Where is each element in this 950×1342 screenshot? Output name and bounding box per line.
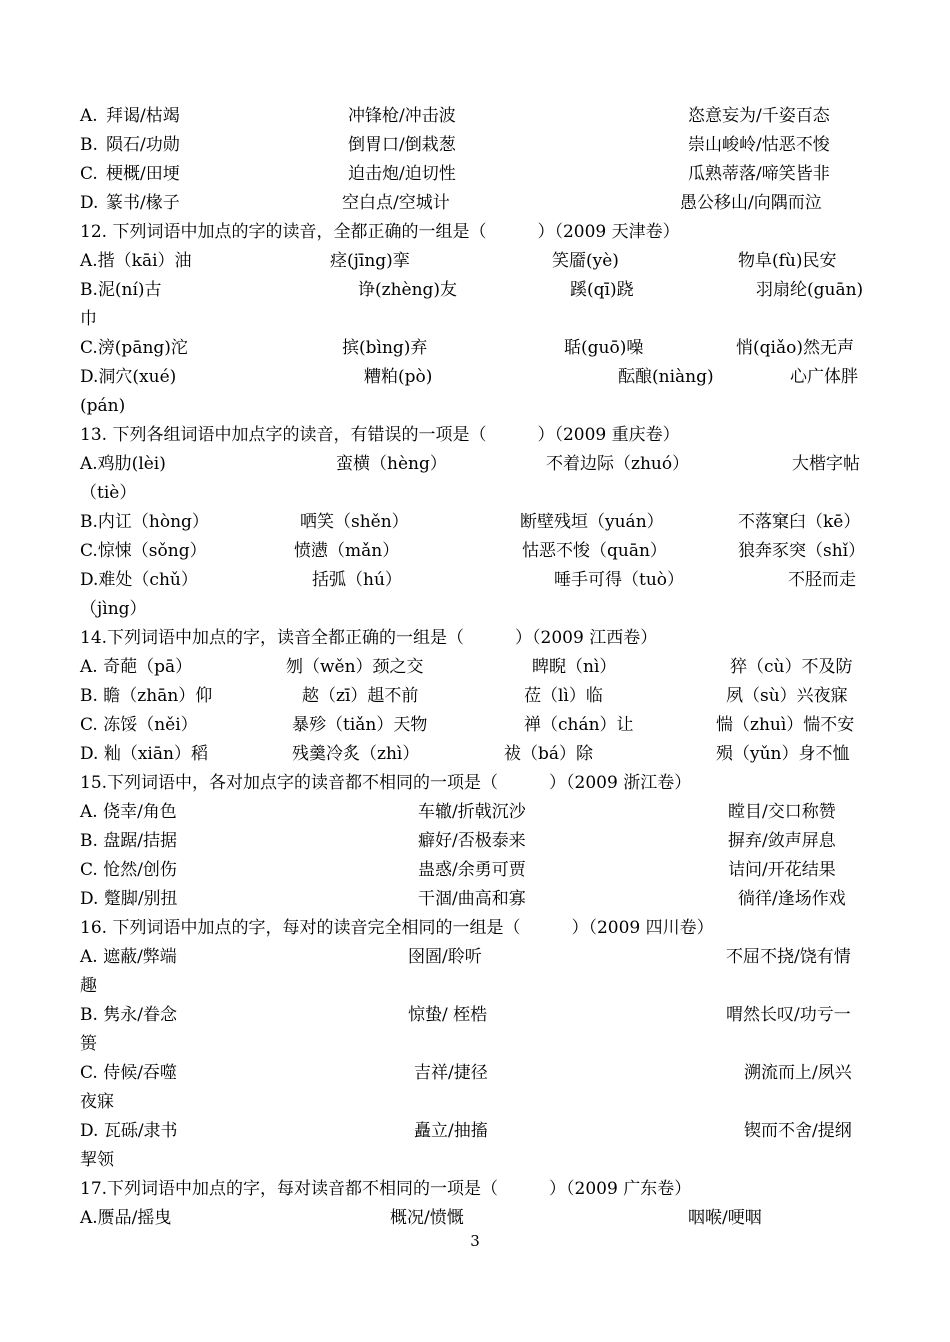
q16-option-a <box>80 943 872 972</box>
text-segment: 莅（lì）临 <box>524 686 603 706</box>
text-segment: 蛮横（hèng） <box>336 454 447 474</box>
text-segment: 祓（bá）除 <box>504 744 594 764</box>
text-segment: 迫击炮/迫切性 <box>348 164 456 184</box>
q11-option-c <box>80 160 872 189</box>
text-segment: 趑（zī）趄不前 <box>302 686 419 706</box>
text-segment: 不着边际（zhuó） <box>546 454 690 474</box>
text-segment: D.难处（chǔ） <box>80 570 198 590</box>
text-segment: 17.下列词语中加点的字，每对读音都不相同的一项是（ ）（2009 广东卷） <box>80 1179 692 1199</box>
text-segment: 空白点/空城计 <box>342 193 450 213</box>
text-segment: 挈领 <box>80 1150 114 1170</box>
text-segment: 摈(bìng)弃 <box>342 338 428 358</box>
text-segment: 括弧（hú） <box>312 570 402 590</box>
text-segment: 吉祥/捷径 <box>414 1063 488 1083</box>
text-segment: 惴（zhuì）惴不安 <box>716 715 855 735</box>
q16-option-b <box>80 1001 872 1030</box>
q13-option-d <box>80 566 872 595</box>
q16-option-c <box>80 1059 872 1088</box>
q16-option-c-cont <box>80 1088 872 1117</box>
text-segment: 恣意妄为/千姿百态 <box>688 106 830 126</box>
q11-option-b <box>80 131 872 160</box>
text-segment: 诘问/开花结果 <box>728 860 836 880</box>
q12-option-c <box>80 334 872 363</box>
text-segment: 14.下列词语中加点的字，读音全都正确的一组是（ ）（2009 江西卷） <box>80 628 658 648</box>
text-segment: C. 冻馁（něi） <box>80 715 198 735</box>
text-segment: 篑 <box>80 1034 97 1054</box>
text-segment: D.洞穴(xué) <box>80 367 177 387</box>
q16-option-d <box>80 1117 872 1146</box>
q14-option-c <box>80 711 872 740</box>
text-segment: 心广体胖 <box>790 367 858 387</box>
text-segment: (pán) <box>80 396 126 416</box>
text-segment: 倒胃口/倒栽葱 <box>348 135 456 155</box>
text-segment: 不胫而走 <box>788 570 856 590</box>
text-segment: 唾手可得（tuò） <box>554 570 685 590</box>
text-segment: 瓜熟蒂落/啼笑皆非 <box>688 164 830 184</box>
q17-stem <box>80 1175 872 1204</box>
text-segment: 哂笑（shěn） <box>300 512 409 532</box>
text-segment: 瞠目/交口称赞 <box>728 802 836 822</box>
text-segment: 拜谒/枯竭 <box>106 106 180 126</box>
q16-option-b-cont <box>80 1030 872 1059</box>
q13-option-c <box>80 537 872 566</box>
text-segment: 囹圄/聆听 <box>408 947 482 967</box>
text-segment: 暴殄（tiǎn）天物 <box>292 715 428 735</box>
text-segment: 断壁残垣（yuán） <box>520 512 664 532</box>
text-segment: 崇山峻岭/怙恶不悛 <box>688 135 830 155</box>
text-segment: 车辙/折戟沉沙 <box>418 802 526 822</box>
text-segment: 刎（wěn）颈之交 <box>286 657 424 677</box>
q12-option-b-cont <box>80 305 872 334</box>
text-segment: 猝（cù）不及防 <box>730 657 853 677</box>
text-segment: D. 蹩脚/别扭 <box>80 889 178 909</box>
text-segment: 不屈不挠/饶有情 <box>726 947 851 967</box>
text-segment: A. 侥幸/角色 <box>80 802 177 822</box>
q14-option-d <box>80 740 872 769</box>
text-segment: 酝酿(niàng) <box>618 367 714 387</box>
q12-stem <box>80 218 872 247</box>
text-segment: 癖好/否极泰来 <box>418 831 526 851</box>
text-segment: C.惊悚（sǒng） <box>80 541 207 561</box>
text-segment: 冲锋枪/冲击波 <box>348 106 456 126</box>
q15-option-c <box>80 856 872 885</box>
text-segment: 矗立/抽搐 <box>414 1121 488 1141</box>
page-number: 3 <box>470 1232 480 1250</box>
q13-option-a-cont <box>80 479 872 508</box>
text-segment: 大楷字帖 <box>792 454 860 474</box>
text-segment: 痉(jīng)挛 <box>330 251 410 271</box>
text-segment: C.滂(pāng)沱 <box>80 338 188 358</box>
text-segment: 夙（sù）兴夜寐 <box>726 686 848 706</box>
q11-option-a <box>80 102 872 131</box>
text-segment: 喟然长叹/功亏一 <box>726 1005 851 1025</box>
q16-stem <box>80 914 872 943</box>
q15-option-a <box>80 798 872 827</box>
text-segment: （tiè） <box>80 483 137 503</box>
text-segment: C. 怆然/创伤 <box>80 860 177 880</box>
q12-option-b <box>80 276 872 305</box>
text-segment: 摒弃/敛声屏息 <box>728 831 836 851</box>
q11-option-d <box>80 189 872 218</box>
q13-stem <box>80 421 872 450</box>
text-segment: B.内讧（hòng） <box>80 512 209 532</box>
q14-stem <box>80 624 872 653</box>
text-segment: C. 侍候/吞噬 <box>80 1063 177 1083</box>
text-segment: B. 隽永/眷念 <box>80 1005 178 1025</box>
text-segment: A.鸡肋(lèi) <box>80 454 166 474</box>
text-segment: 怙恶不悛（quān） <box>522 541 667 561</box>
text-segment: 羽扇纶(guān) <box>756 280 864 300</box>
text-segment: 愤懑（mǎn） <box>294 541 400 561</box>
q13-option-a <box>80 450 872 479</box>
q12-option-d <box>80 363 872 392</box>
text-segment: 禅（chán）让 <box>524 715 634 735</box>
text-segment: 12. 下列词语中加点的字的读音，全都正确的一组是（ ）（2009 天津卷） <box>80 222 680 242</box>
text-segment: 狼奔豕突（shǐ） <box>738 541 866 561</box>
q14-option-a <box>80 653 872 682</box>
q13-option-b <box>80 508 872 537</box>
text-segment: A.赝品/摇曳 <box>80 1208 172 1228</box>
text-segment: 残羹冷炙（zhì） <box>292 744 420 764</box>
text-segment: 聒(guō)噪 <box>564 338 644 358</box>
text-segment: A.揩（kāi）油 <box>80 251 192 271</box>
q17-option-a <box>80 1204 872 1233</box>
text-segment: 13. 下列各组词语中加点字的读音，有错误的一项是（ ）（2009 重庆卷） <box>80 425 680 445</box>
text-segment: 徜徉/逢场作戏 <box>738 889 846 909</box>
text-segment: 悄(qiǎo)然无声 <box>736 338 854 358</box>
text-segment: D. <box>80 193 99 213</box>
text-segment: 诤(zhèng)友 <box>358 280 458 300</box>
text-segment: 16. 下列词语中加点的字，每对的读音完全相同的一组是（ ）（2009 四川卷） <box>80 918 714 938</box>
text-segment: D. 籼（xiān）稻 <box>80 744 208 764</box>
q15-stem <box>80 769 872 798</box>
q16-option-a-cont <box>80 972 872 1001</box>
text-segment: 蹊(qī)跷 <box>570 280 634 300</box>
text-segment: 惊蛰/ 桎梏 <box>408 1005 488 1025</box>
text-segment: B. <box>80 135 98 155</box>
q12-option-d-cont <box>80 392 872 421</box>
q15-option-d <box>80 885 872 914</box>
q14-option-b <box>80 682 872 711</box>
text-segment: 15.下列词语中，各对加点字的读音都不相同的一项是（ ）（2009 浙江卷） <box>80 773 692 793</box>
text-segment: 梗概/田埂 <box>106 164 180 184</box>
text-segment: 概况/愤慨 <box>390 1208 464 1228</box>
text-segment: 夜寐 <box>80 1092 114 1112</box>
text-segment: 趣 <box>80 976 97 996</box>
text-segment: 不落窠臼（kē） <box>738 512 861 532</box>
q12-option-a <box>80 247 872 276</box>
text-segment: 笑靥(yè) <box>552 251 619 271</box>
text-segment: 巾 <box>80 309 97 329</box>
text-segment: B. 盘踞/拮据 <box>80 831 178 851</box>
text-segment: 蛊惑/余勇可贾 <box>418 860 526 880</box>
text-segment: 锲而不舍/提纲 <box>744 1121 852 1141</box>
q16-option-d-cont <box>80 1146 872 1175</box>
text-segment: 干涸/曲高和寡 <box>418 889 526 909</box>
text-segment: 陨石/功勋 <box>106 135 180 155</box>
text-segment: 物阜(fù)民安 <box>738 251 837 271</box>
text-segment: 溯流而上/夙兴 <box>744 1063 852 1083</box>
text-segment: 糟粕(pò) <box>364 367 433 387</box>
text-segment: B. 瞻（zhān）仰 <box>80 686 213 706</box>
text-segment: 篆书/椽子 <box>106 193 180 213</box>
text-segment: 殒（yǔn）身不恤 <box>716 744 850 764</box>
text-segment: A. 遮蔽/弊端 <box>80 947 177 967</box>
text-segment: （jìng） <box>80 599 147 619</box>
text-segment: C. <box>80 164 98 184</box>
q15-option-b <box>80 827 872 856</box>
document-body <box>80 102 872 1233</box>
q13-option-d-cont <box>80 595 872 624</box>
text-segment: A. 奇葩（pā） <box>80 657 193 677</box>
text-segment: B.泥(ní)古 <box>80 280 162 300</box>
text-segment: 睥睨（nì） <box>532 657 617 677</box>
text-segment: 咽喉/哽咽 <box>688 1208 762 1228</box>
text-segment: A. <box>80 106 98 126</box>
text-segment: D. 瓦砾/隶书 <box>80 1121 178 1141</box>
text-segment: 愚公移山/向隅而泣 <box>680 193 822 213</box>
